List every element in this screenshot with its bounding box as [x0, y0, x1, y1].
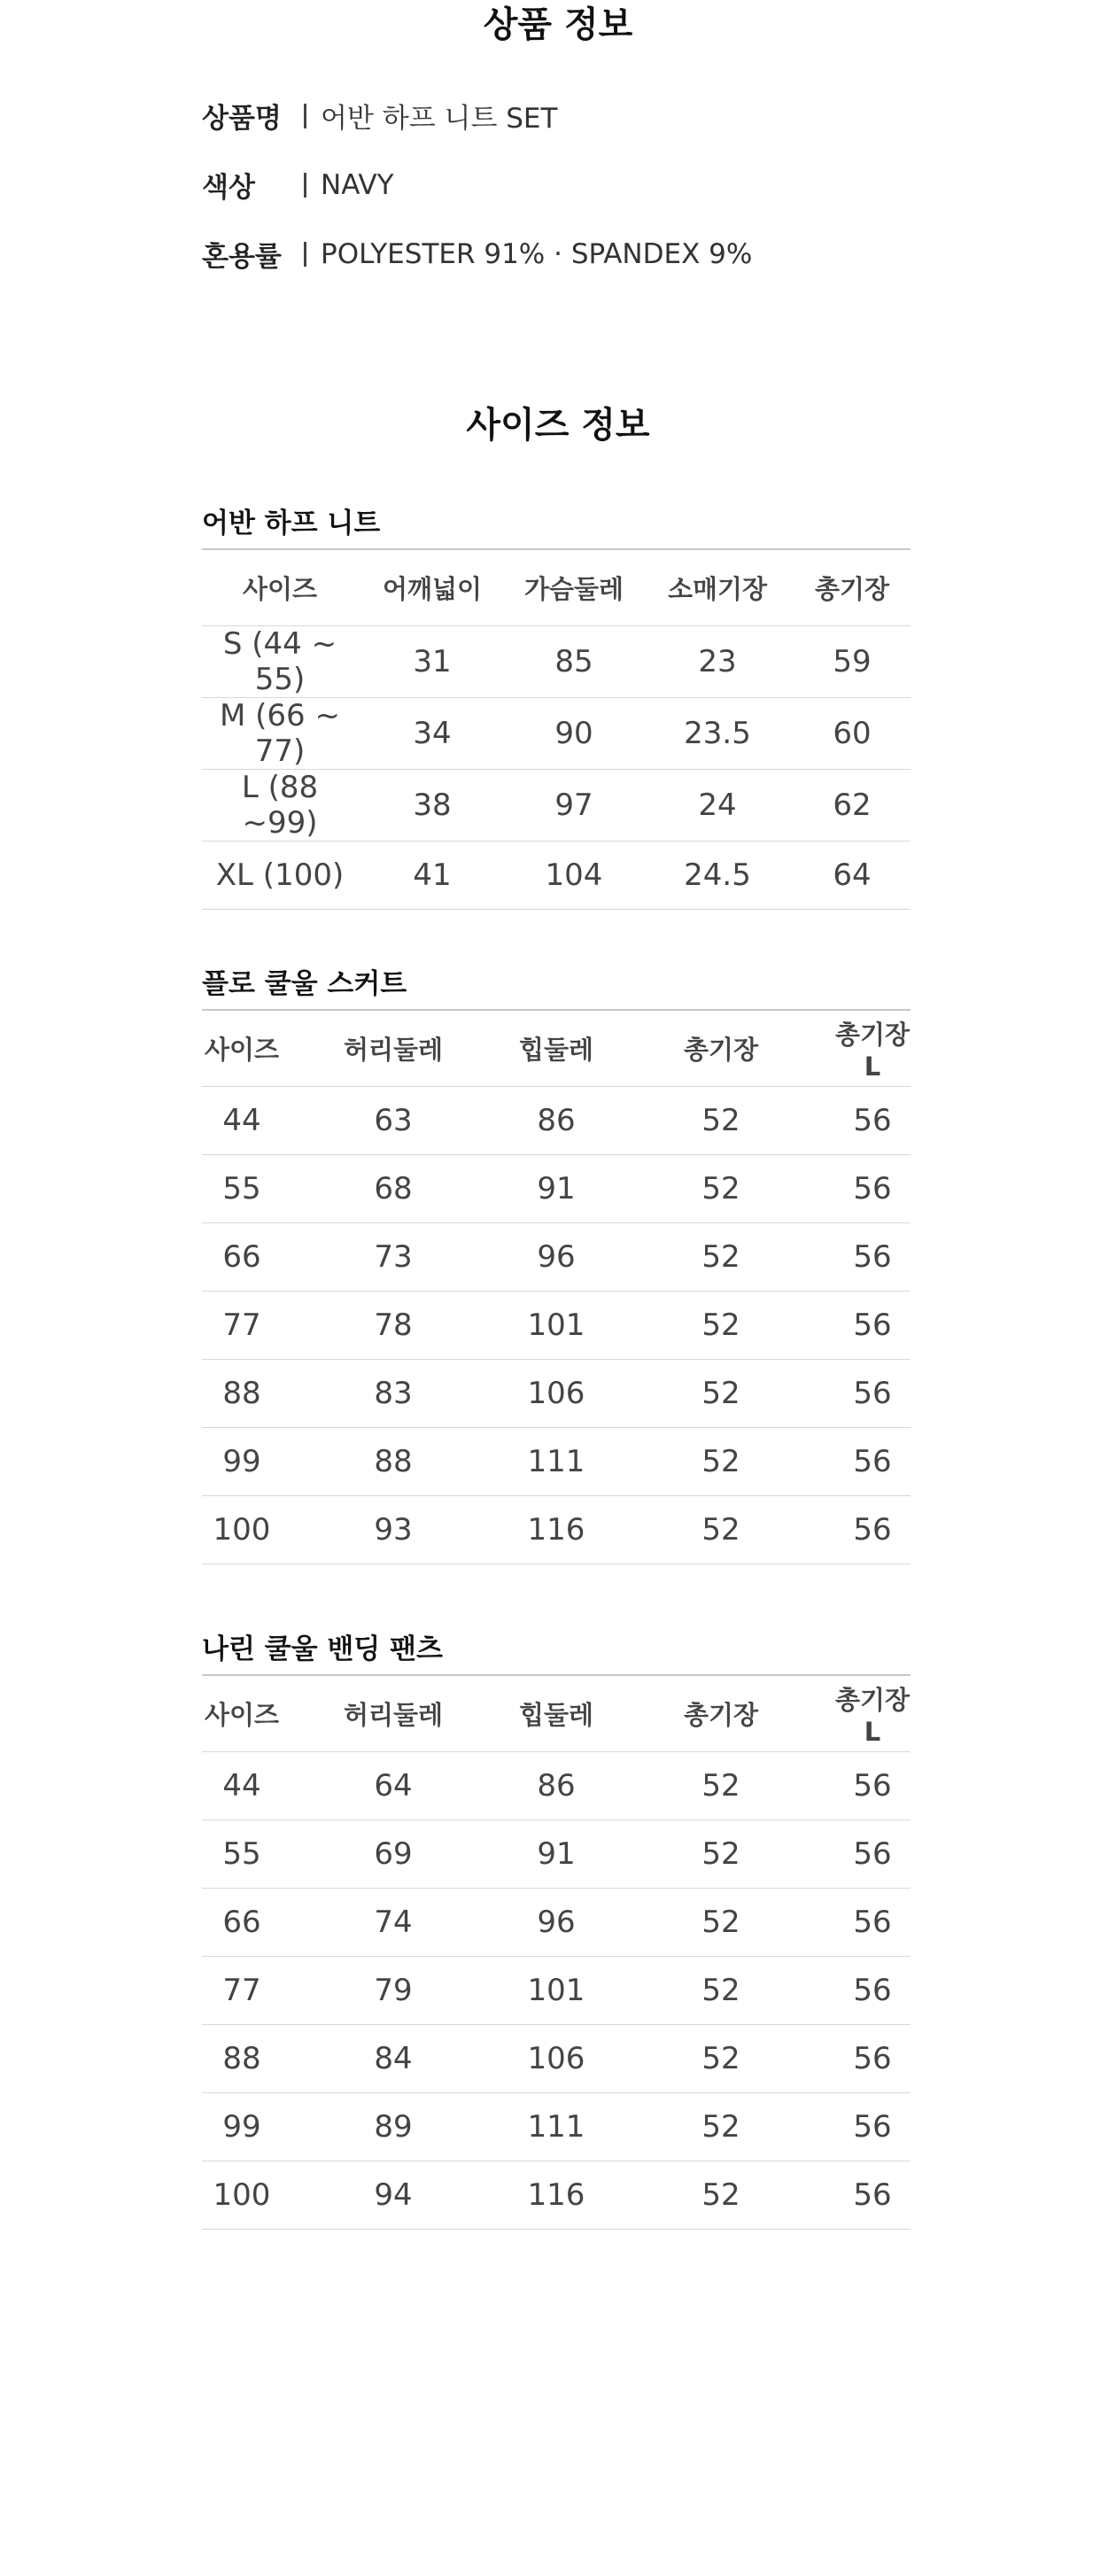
table-cell: 52	[608, 1428, 834, 1496]
table-cell: 69	[282, 1820, 505, 1889]
table-row	[202, 1292, 911, 1360]
table-cell: 52	[608, 1752, 834, 1820]
table-title-skirt: 플로 쿨울 스커트	[202, 968, 407, 1000]
table-cell: 77	[202, 1957, 282, 2025]
table-cell: 68	[282, 1155, 505, 1223]
table-cell: 56	[834, 1820, 911, 1889]
table-cell: 55	[202, 1155, 282, 1223]
table-cell: 60	[794, 698, 911, 770]
table-cell: 52	[608, 1223, 834, 1292]
table-cell: 116	[505, 1496, 608, 1564]
column-header: 총기장L	[834, 1675, 911, 1752]
table-cell: 106	[505, 2025, 608, 2093]
table-cell: 56	[834, 1752, 911, 1820]
table-row	[202, 1889, 911, 1957]
table-header-row	[202, 1010, 911, 1087]
table-cell: 63	[282, 1087, 505, 1155]
table-row	[202, 1155, 911, 1223]
table-row	[202, 1752, 911, 1820]
table-cell: 104	[507, 842, 641, 910]
table-cell: 88	[282, 1428, 505, 1496]
table-cell: 93	[282, 1496, 505, 1564]
table-row	[202, 770, 911, 842]
table-cell: 59	[794, 626, 911, 698]
table-cell: 56	[834, 1957, 911, 2025]
column-header: 사이즈	[202, 549, 358, 626]
table-cell: 106	[505, 1360, 608, 1428]
table-cell: S (44 ~ 55)	[202, 626, 358, 698]
table-cell: 94	[282, 2161, 505, 2230]
info-value: NAVY	[321, 168, 394, 201]
table-cell: 99	[202, 1428, 282, 1496]
table-cell: 52	[608, 1155, 834, 1223]
table-cell: 41	[358, 842, 507, 910]
column-header: 힙둘레	[505, 1010, 608, 1087]
table-cell: 84	[282, 2025, 505, 2093]
table-header-row	[202, 549, 911, 626]
table-cell: 24.5	[641, 842, 794, 910]
table-row	[202, 1428, 911, 1496]
table-cell: 44	[202, 1752, 282, 1820]
table-cell: 91	[505, 1155, 608, 1223]
table-cell: 23.5	[641, 698, 794, 770]
table-cell: 62	[794, 770, 911, 842]
table-header-row	[202, 1675, 911, 1752]
table-cell: 83	[282, 1360, 505, 1428]
table-cell: 77	[202, 1292, 282, 1360]
product-info-title: 상품 정보	[483, 4, 633, 45]
table-cell: 56	[834, 1087, 911, 1155]
info-label: 상품명	[202, 103, 282, 135]
table-cell: 91	[505, 1820, 608, 1889]
table-row	[202, 626, 911, 698]
column-header: 소매기장	[641, 549, 794, 626]
table-cell: 44	[202, 1087, 282, 1155]
table-row	[202, 842, 911, 910]
info-label: 색상	[202, 172, 255, 204]
table-cell: 56	[834, 1155, 911, 1223]
column-header: 허리둘레	[282, 1675, 505, 1752]
table-cell: 101	[505, 1957, 608, 2025]
table-cell: M (66 ~ 77)	[202, 698, 358, 770]
table-cell: 96	[505, 1889, 608, 1957]
info-row-material	[202, 234, 752, 274]
table-cell: 24	[641, 770, 794, 842]
table-cell: 23	[641, 626, 794, 698]
table-cell: 56	[834, 1360, 911, 1428]
table-cell: 56	[834, 2161, 911, 2230]
column-header: 허리둘레	[282, 1010, 505, 1087]
table-cell: 66	[202, 1223, 282, 1292]
table-cell: 56	[834, 1889, 911, 1957]
divider	[304, 173, 306, 198]
table-cell: 89	[282, 2093, 505, 2161]
table-cell: 99	[202, 2093, 282, 2161]
table-cell: 86	[505, 1087, 608, 1155]
table-cell: 88	[202, 1360, 282, 1428]
table-row	[202, 698, 911, 770]
table-cell: 55	[202, 1820, 282, 1889]
table-row	[202, 1087, 911, 1155]
column-header: 총기장	[608, 1010, 834, 1087]
table-cell: 56	[834, 1292, 911, 1360]
table-cell: 66	[202, 1889, 282, 1957]
table-row	[202, 2093, 911, 2161]
info-value: 어반 하프 니트 SET	[321, 103, 558, 135]
table-cell: 73	[282, 1223, 505, 1292]
table-cell: 56	[834, 2093, 911, 2161]
table-cell: 56	[834, 1223, 911, 1292]
table-cell: 56	[834, 1496, 911, 1564]
column-header: 총기장	[794, 549, 911, 626]
column-header: 총기장	[608, 1675, 834, 1752]
table-cell: 56	[834, 2025, 911, 2093]
table-cell: 52	[608, 2093, 834, 2161]
table-cell: 52	[608, 1087, 834, 1155]
table-row	[202, 2025, 911, 2093]
column-header: 가슴둘레	[507, 549, 641, 626]
table-title-knit: 어반 하프 니트	[202, 508, 381, 539]
table-row	[202, 1957, 911, 2025]
column-header: 총기장L	[834, 1010, 911, 1087]
table-cell: 64	[794, 842, 911, 910]
table-cell: 85	[507, 626, 641, 698]
table-cell: 111	[505, 2093, 608, 2161]
table-cell: 116	[505, 2161, 608, 2230]
divider	[304, 242, 306, 267]
table-cell: 111	[505, 1428, 608, 1496]
table-cell: 52	[608, 1292, 834, 1360]
table-cell: 52	[608, 1360, 834, 1428]
size-table-knit	[202, 548, 911, 910]
table-title-pants: 나린 쿨울 밴딩 팬츠	[202, 1633, 443, 1665]
size-info-title: 사이즈 정보	[466, 405, 650, 446]
column-header: 어깨넓이	[358, 549, 507, 626]
table-cell: 64	[282, 1752, 505, 1820]
table-cell: 52	[608, 1496, 834, 1564]
table-cell: 86	[505, 1752, 608, 1820]
table-cell: 90	[507, 698, 641, 770]
info-row-color	[202, 165, 394, 205]
size-table-skirt	[202, 1009, 911, 1564]
table-row	[202, 2161, 911, 2230]
info-value: POLYESTER 91% · SPANDEX 9%	[321, 237, 753, 270]
table-cell: 100	[202, 1496, 282, 1564]
table-cell: 79	[282, 1957, 505, 2025]
table-row	[202, 1496, 911, 1564]
table-cell: 74	[282, 1889, 505, 1957]
divider	[304, 104, 306, 128]
table-cell: 34	[358, 698, 507, 770]
table-cell: 52	[608, 1957, 834, 2025]
table-row	[202, 1223, 911, 1292]
table-cell: 52	[608, 2025, 834, 2093]
table-cell: 38	[358, 770, 507, 842]
table-cell: 97	[507, 770, 641, 842]
table-cell: 52	[608, 1820, 834, 1889]
column-header: 힙둘레	[505, 1675, 608, 1752]
table-cell: 101	[505, 1292, 608, 1360]
column-header: 사이즈	[202, 1675, 282, 1752]
column-header: 사이즈	[202, 1010, 282, 1087]
info-label: 혼용률	[202, 241, 282, 273]
table-row	[202, 1820, 911, 1889]
table-cell: 88	[202, 2025, 282, 2093]
info-row-product-name	[202, 96, 557, 136]
size-table-pants	[202, 1674, 911, 2230]
table-cell: 100	[202, 2161, 282, 2230]
table-cell: 56	[834, 1428, 911, 1496]
table-cell: 52	[608, 1889, 834, 1957]
table-cell: XL (100)	[202, 842, 358, 910]
table-cell: 52	[608, 2161, 834, 2230]
table-cell: 31	[358, 626, 507, 698]
table-cell: 78	[282, 1292, 505, 1360]
table-cell: L (88 ~99)	[202, 770, 358, 842]
table-cell: 96	[505, 1223, 608, 1292]
table-row	[202, 1360, 911, 1428]
